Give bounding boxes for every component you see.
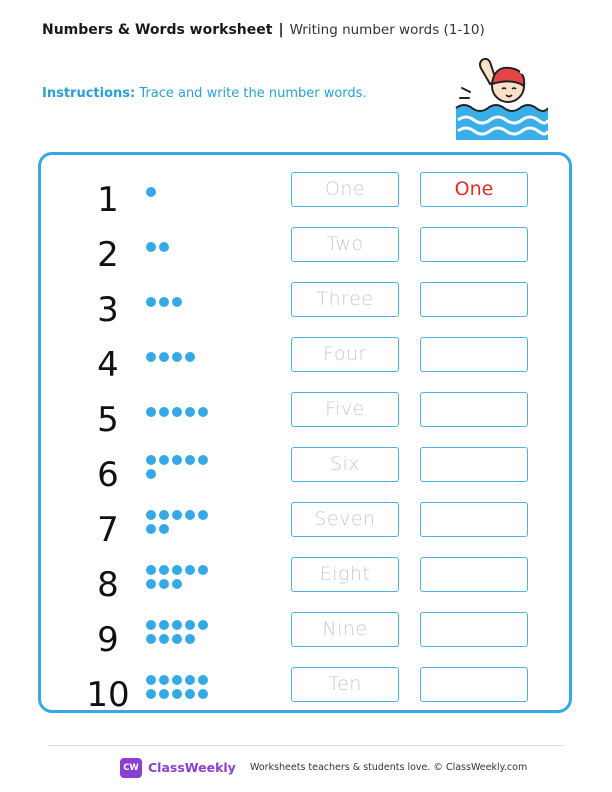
trace-word-box: Nine: [291, 612, 399, 647]
instructions-label: Instructions:: [42, 86, 136, 101]
count-dot: [172, 297, 182, 307]
write-word-box[interactable]: [420, 667, 528, 702]
write-word-box[interactable]: [420, 282, 528, 317]
count-dot: [146, 510, 156, 520]
write-word-box[interactable]: [420, 557, 528, 592]
number-row: [0, 667, 612, 722]
classweekly-logo-icon: CW: [120, 758, 142, 778]
counting-dots: [146, 347, 226, 383]
number-row: [0, 557, 612, 612]
counting-dots: [146, 622, 226, 658]
trace-word-box: Four: [291, 337, 399, 372]
write-word-box[interactable]: [420, 337, 528, 372]
number-row: [0, 447, 612, 502]
count-dot: [185, 675, 195, 685]
write-word-box[interactable]: [420, 227, 528, 262]
worksheet-subtitle: Writing number words (1-10): [289, 22, 485, 38]
count-dot: [172, 634, 182, 644]
numeral: 7: [97, 510, 119, 550]
count-dot: [159, 675, 169, 685]
count-dot: [146, 675, 156, 685]
count-dot: [198, 510, 208, 520]
count-dot: [146, 634, 156, 644]
page-header: [42, 22, 485, 38]
count-dot: [172, 620, 182, 630]
count-dot: [146, 455, 156, 465]
count-dot: [172, 455, 182, 465]
trace-word-box: Three: [291, 282, 399, 317]
counting-dots: [146, 182, 226, 218]
count-dot: [198, 455, 208, 465]
numeral: 3: [97, 290, 119, 330]
numeral: 5: [97, 400, 119, 440]
count-dot: [159, 565, 169, 575]
count-dot: [159, 634, 169, 644]
count-dot: [159, 510, 169, 520]
count-dot: [185, 510, 195, 520]
counting-dots: [146, 237, 226, 273]
write-word-box[interactable]: [420, 502, 528, 537]
trace-word-box: One: [291, 172, 399, 207]
count-dot: [159, 455, 169, 465]
count-dot: [185, 689, 195, 699]
count-dot: [146, 297, 156, 307]
count-dot: [159, 524, 169, 534]
count-dot: [159, 689, 169, 699]
numeral: 9: [97, 620, 119, 660]
trace-word-box: Five: [291, 392, 399, 427]
count-dot: [172, 579, 182, 589]
count-dot: [185, 455, 195, 465]
count-dot: [185, 352, 195, 362]
worksheet-title: Numbers & Words worksheet: [42, 22, 273, 38]
trace-word-box: Ten: [291, 667, 399, 702]
count-dot: [185, 620, 195, 630]
count-dot: [198, 565, 208, 575]
write-word-box[interactable]: [420, 612, 528, 647]
count-dot: [198, 689, 208, 699]
header-separator: |: [278, 22, 284, 38]
numeral: 8: [97, 565, 119, 605]
numeral: 10: [86, 675, 130, 715]
count-dot: [146, 579, 156, 589]
count-dot: [146, 407, 156, 417]
count-dot: [159, 352, 169, 362]
footer: [0, 758, 612, 780]
counting-dots: [146, 402, 226, 438]
count-dot: [146, 524, 156, 534]
write-word-box[interactable]: One: [420, 172, 528, 207]
trace-word-box: Two: [291, 227, 399, 262]
counting-dots: [146, 567, 226, 603]
count-dot: [159, 297, 169, 307]
trace-word-box: Six: [291, 447, 399, 482]
count-dot: [159, 579, 169, 589]
counting-dots: [146, 677, 226, 713]
footer-tagline: Worksheets teachers & students love. © ClassWeekly.com: [250, 762, 528, 773]
footer-divider: [48, 745, 564, 746]
counting-dots: [146, 512, 226, 548]
count-dot: [159, 242, 169, 252]
number-row: [0, 172, 612, 227]
brand-name: ClassWeekly: [148, 760, 236, 775]
trace-word-box: Seven: [291, 502, 399, 537]
count-dot: [146, 689, 156, 699]
number-row: [0, 392, 612, 447]
number-row: [0, 227, 612, 282]
count-dot: [159, 620, 169, 630]
count-dot: [172, 689, 182, 699]
count-dot: [159, 407, 169, 417]
number-row: [0, 502, 612, 557]
count-dot: [146, 242, 156, 252]
count-dot: [146, 469, 156, 479]
instructions: [42, 86, 367, 101]
counting-dots: [146, 457, 226, 493]
number-row: [0, 337, 612, 392]
count-dot: [146, 352, 156, 362]
count-dot: [146, 565, 156, 575]
numeral: 6: [97, 455, 119, 495]
count-dot: [198, 407, 208, 417]
numeral: 1: [97, 180, 119, 220]
write-word-box[interactable]: [420, 392, 528, 427]
trace-word-box: Eight: [291, 557, 399, 592]
count-dot: [172, 352, 182, 362]
counting-dots: [146, 292, 226, 328]
instructions-text: Trace and write the number words.: [139, 86, 367, 101]
count-dot: [172, 675, 182, 685]
write-word-box[interactable]: [420, 447, 528, 482]
count-dot: [172, 407, 182, 417]
count-dot: [185, 565, 195, 575]
swimmer-icon: [452, 56, 548, 140]
count-dot: [185, 634, 195, 644]
numeral: 4: [97, 345, 119, 385]
count-dot: [198, 620, 208, 630]
count-dot: [172, 565, 182, 575]
number-row: [0, 612, 612, 667]
count-dot: [198, 675, 208, 685]
numeral: 2: [97, 235, 119, 275]
count-dot: [185, 407, 195, 417]
count-dot: [146, 620, 156, 630]
count-dot: [146, 187, 156, 197]
count-dot: [172, 510, 182, 520]
number-row: [0, 282, 612, 337]
